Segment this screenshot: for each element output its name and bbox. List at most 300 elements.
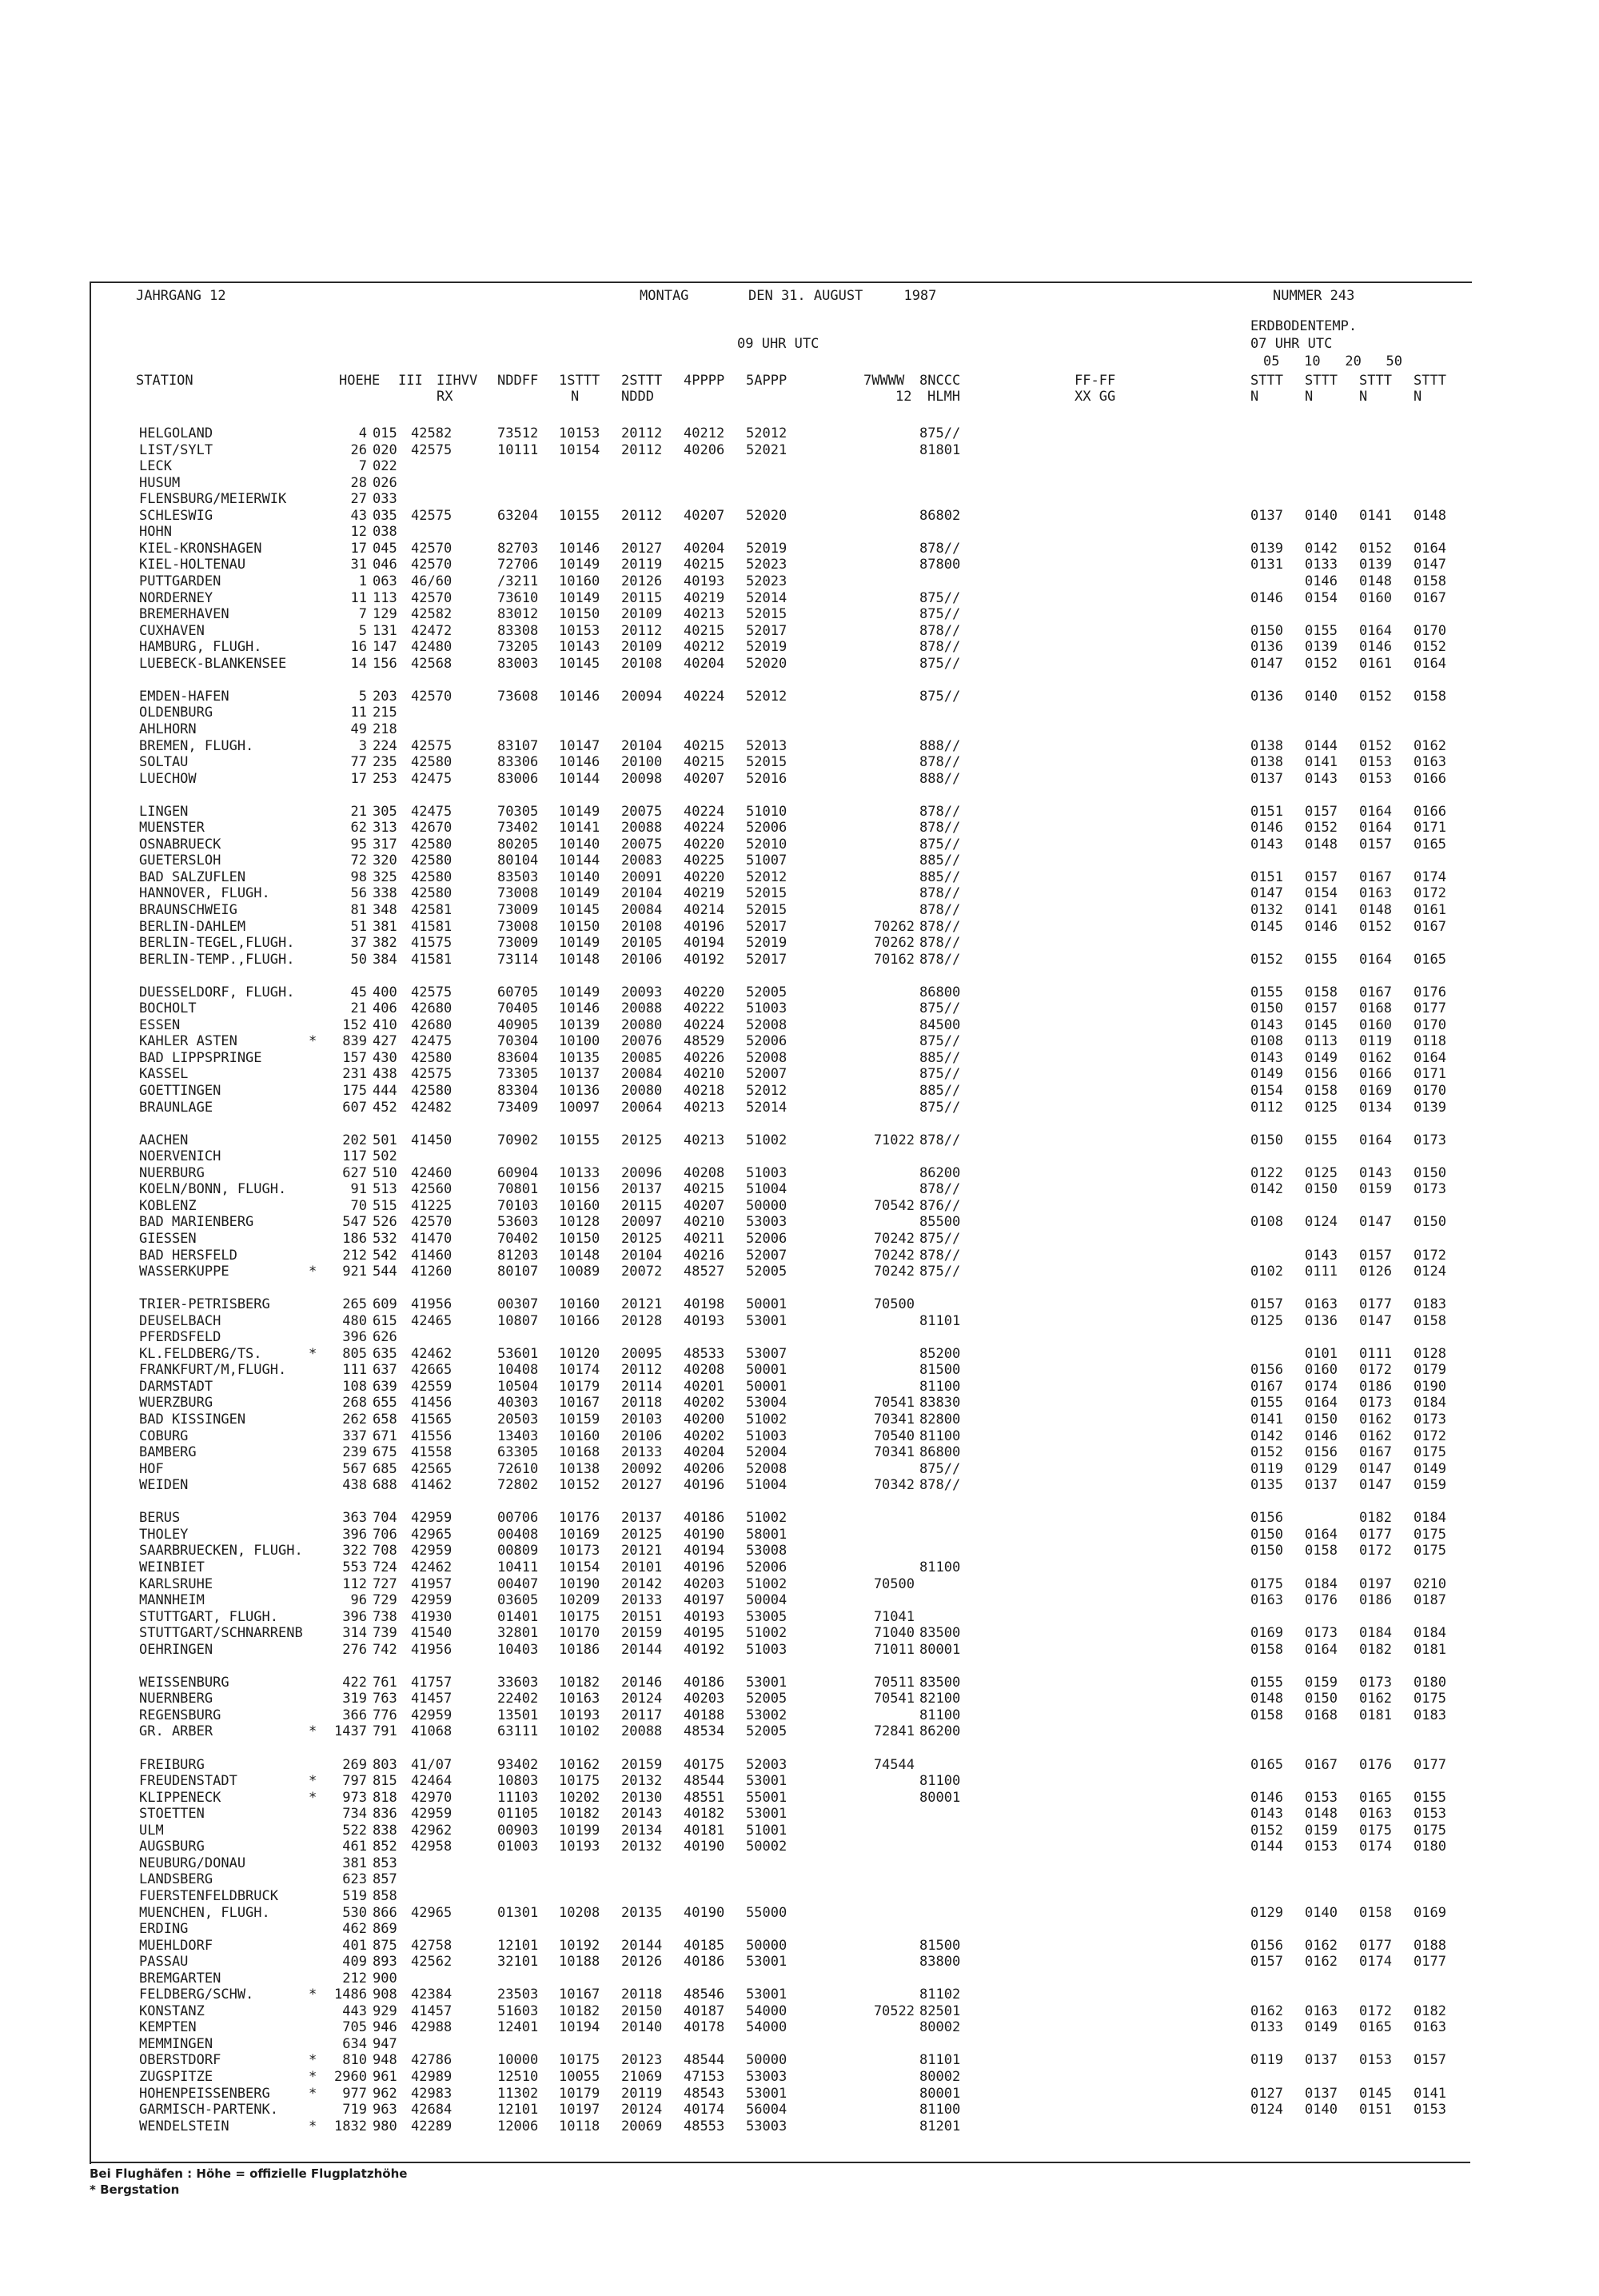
soil-temp: 0160 [1359,589,1392,606]
station-height: 719 [342,2102,367,2118]
station-number: 838 [373,1822,397,1839]
obs-group: 81102 [919,1987,961,2003]
station-number: 866 [373,1904,397,1921]
obs-group: 70541 [873,1691,915,1707]
station-height: 810 [342,2052,367,2069]
obs-group: 20125 [621,1230,663,1247]
obs-group: 875// [919,1000,961,1017]
table-row [91,1790,1472,1806]
obs-group: 83304 [497,1083,539,1099]
station-height: 14 [350,655,367,672]
soil-temp: 0140 [1305,2102,1338,2118]
soil-temp: 0174 [1359,1839,1392,1855]
station-name: TRIER-PETRISBERG [139,1296,270,1313]
mountain-station-marker: * [309,1723,317,1740]
station-height: 81 [350,901,367,918]
obs-group: 53001 [746,1773,788,1790]
table-row [91,952,1472,968]
table-row [91,1871,1472,1887]
obs-group: 42464 [411,1773,453,1790]
station-height: 108 [342,1378,367,1395]
obs-group: 10149 [559,589,600,606]
soil-temp: 0188 [1414,1937,1446,1954]
station-height: 70 [350,1197,367,1214]
station-height: 50 [350,951,367,968]
table-row [91,2052,1472,2068]
station-number: 325 [373,868,397,885]
station-name: STOETTEN [139,1806,205,1823]
station-name: BERLIN-DAHLEM [139,918,246,935]
station-number: 430 [373,1049,397,1066]
obs-group: 20132 [621,1773,663,1790]
table-row [91,837,1472,853]
obs-group: 40193 [684,1608,725,1625]
obs-group: 53001 [746,1312,788,1329]
soil-temp: 0167 [1414,589,1446,606]
soil-temp: 0174 [1359,1954,1392,1971]
obs-group: 42680 [411,1016,453,1033]
obs-group: 53008 [746,1543,788,1559]
obs-group: 71040 [873,1625,915,1642]
obs-group: 10100 [559,1033,600,1050]
soil-temp: 0153 [1359,770,1392,787]
soil-temp: 0167 [1359,984,1392,1000]
station-name: KOELN/BONN, FLUGH. [139,1181,287,1198]
footnote-mountain: * Bergstation [90,2182,180,2197]
obs-group: 83012 [497,606,539,623]
obs-group: 71022 [873,1132,915,1148]
obs-group: 52005 [746,1723,788,1740]
table-row [91,1083,1472,1099]
station-name: MEMMINGEN [139,2035,213,2052]
col-soil-20: STTT [1359,373,1392,389]
station-name: MUENCHEN, FLUGH. [139,1904,270,1921]
station-number: 015 [373,425,397,441]
obs-group: 20085 [621,1049,663,1066]
station-name: ESSEN [139,1016,181,1033]
station-number: 026 [373,474,397,491]
soil-temp: 0175 [1414,1691,1446,1707]
soil-temp: 0157 [1414,2052,1446,2069]
obs-group: 63305 [497,1444,539,1461]
obs-group: 20091 [621,868,663,885]
soil-temp: 0124 [1414,1264,1446,1280]
obs-group: 40226 [684,1049,725,1066]
obs-group: 52008 [746,1016,788,1033]
obs-group: 10403 [497,1641,539,1658]
table-row [91,1033,1472,1049]
obs-group: 10175 [559,1773,600,1790]
obs-group: 40202 [684,1395,725,1412]
obs-group: 40219 [684,885,725,902]
obs-group: 01003 [497,1839,539,1855]
station-height: 705 [342,2019,367,2036]
obs-group: 10155 [559,1132,600,1148]
obs-group: 41581 [411,951,453,968]
soil-temp: 0175 [1250,1575,1283,1592]
obs-group: 70103 [497,1197,539,1214]
soil-temp: 0177 [1359,1526,1392,1543]
station-name: KIEL-HOLTENAU [139,557,246,573]
soil-temp: 0171 [1414,820,1446,837]
col-iihvv: IIHVV [437,373,478,389]
station-number: 688 [373,1477,397,1494]
station-name: THOLEY [139,1526,189,1543]
obs-group: 40192 [684,1641,725,1658]
obs-group: 20118 [621,1987,663,2003]
obs-group: 42959 [411,1806,453,1823]
soil-temp: 0151 [1359,2102,1392,2118]
soil-temp: 0166 [1414,803,1446,820]
soil-temp: 0168 [1359,1000,1392,1017]
soil-temp: 0164 [1359,622,1392,639]
table-row [91,1707,1472,1723]
soil-temp: 0108 [1250,1214,1283,1231]
obs-group: 10089 [559,1264,600,1280]
table-row [91,491,1472,507]
obs-group: 51007 [746,853,788,869]
obs-group: 875// [919,606,961,623]
obs-group: 52017 [746,951,788,968]
station-name: OSNABRUECK [139,836,221,853]
data-sheet [90,282,1472,2164]
obs-group: 875// [919,1460,961,1477]
obs-group: 41565 [411,1412,453,1428]
station-name: STUTTGART, FLUGH. [139,1608,278,1625]
soil-temp: 0180 [1414,1674,1446,1691]
obs-group: 10139 [559,1016,600,1033]
obs-group: 10208 [559,1904,600,1921]
station-height: 27 [350,491,367,508]
soil-temp: 0165 [1250,1756,1283,1773]
obs-group: 40195 [684,1625,725,1642]
station-height: 396 [342,1526,367,1543]
soil-temp: 0172 [1414,885,1446,902]
table-row [91,1888,1472,1904]
obs-group: 10145 [559,901,600,918]
soil-temp: 0169 [1414,1904,1446,1921]
obs-group: 20127 [621,1477,663,1494]
soil-temp: 0155 [1250,1395,1283,1412]
table-row [91,1609,1472,1625]
obs-group: 53007 [746,1345,788,1362]
station-number: 510 [373,1164,397,1181]
col-7wwww-sub: 12 [895,389,912,405]
obs-group: 10186 [559,1641,600,1658]
obs-group: 20112 [621,1362,663,1379]
station-name: DEUSELBACH [139,1312,221,1329]
soil-temp: 0143 [1250,1016,1283,1033]
obs-group: 10145 [559,655,600,672]
soil-temp: 0184 [1359,1625,1392,1642]
obs-group: 40198 [684,1296,725,1313]
soil-temp: 0165 [1359,1789,1392,1806]
station-height: 12 [350,524,367,541]
soil-temp: 0179 [1414,1362,1446,1379]
table-row [91,1000,1472,1016]
station-name: OLDENBURG [139,705,213,721]
obs-group: 10146 [559,1000,600,1017]
station-number: 215 [373,705,397,721]
obs-group: 70242 [873,1230,915,1247]
table-row [91,1379,1472,1395]
soil-temp: 0158 [1250,1707,1283,1723]
soil-temp: 0137 [1305,2085,1338,2102]
obs-group: 51603 [497,2003,539,2019]
table-row [91,1428,1472,1444]
obs-group: 20121 [621,1543,663,1559]
soil-temp: 0131 [1250,557,1283,573]
obs-group: 875// [919,1066,961,1083]
obs-group: 10209 [559,1592,600,1608]
obs-group: 42568 [411,655,453,672]
station-name: PFERDSFELD [139,1329,221,1346]
station-number: 515 [373,1197,397,1214]
obs-group: 40220 [684,984,725,1000]
station-number: 858 [373,1887,397,1904]
obs-group: 32801 [497,1625,539,1642]
col-soil-05: STTT [1250,373,1283,389]
obs-group: 20150 [621,2003,663,2019]
obs-group: 63204 [497,507,539,524]
soil-temp: 0173 [1359,1395,1392,1412]
soil-temp: 0150 [1250,622,1283,639]
obs-group: 42580 [411,836,453,853]
obs-group: 47153 [684,2069,725,2085]
station-name: PUTTGARDEN [139,573,221,589]
obs-group: 40216 [684,1247,725,1264]
soil-temp: 0150 [1305,1412,1338,1428]
mountain-station-marker: * [309,2052,317,2069]
soil-temp: 0165 [1359,2019,1392,2036]
station-name: WEIDEN [139,1477,189,1494]
obs-group: 42570 [411,688,453,705]
soil-temp: 0118 [1414,1033,1446,1050]
soil-temp: 0133 [1305,557,1338,573]
obs-group: 40192 [684,951,725,968]
soil-temp: 0186 [1359,1378,1392,1395]
obs-group: 40196 [684,1559,725,1575]
obs-group: 83107 [497,737,539,754]
soil-temp: 0164 [1305,1641,1338,1658]
station-height: 157 [342,1049,367,1066]
obs-group: 40225 [684,853,725,869]
obs-group: 20105 [621,935,663,951]
table-row [91,1527,1472,1543]
soil-temp: 0158 [1305,1083,1338,1099]
table-row [91,1757,1472,1773]
obs-group: 875// [919,655,961,672]
obs-group: 10803 [497,1773,539,1790]
obs-group: 10133 [559,1164,600,1181]
obs-group: 51003 [746,1164,788,1181]
obs-group: 885// [919,853,961,869]
obs-group: 70541 [873,1395,915,1412]
obs-group: 55001 [746,1789,788,1806]
station-name: HOHN [139,524,172,541]
station-name: FREIBURG [139,1756,205,1773]
obs-group: 10055 [559,2069,600,2085]
obs-group: 20097 [621,1214,663,1231]
obs-group: 42462 [411,1345,453,1362]
soil-temp: 0158 [1414,573,1446,589]
obs-group: 10197 [559,2102,600,2118]
station-number: 706 [373,1526,397,1543]
obs-group: 42570 [411,540,453,557]
obs-group: 53004 [746,1395,788,1412]
col-ff-ff: FF-FF [1075,373,1116,389]
obs-group: 48543 [684,2085,725,2102]
soil-temp: 0156 [1305,1066,1338,1083]
obs-group: 01105 [497,1806,539,1823]
soil-temp: 0150 [1305,1181,1338,1198]
obs-group: 50000 [746,2052,788,2069]
station-number: 203 [373,688,397,705]
obs-group: 81201 [919,2118,961,2134]
obs-group: 20142 [621,1575,663,1592]
soil-temp: 0143 [1305,770,1338,787]
soil-temp: 0146 [1359,639,1392,656]
obs-group: 51002 [746,1510,788,1527]
obs-group: 10141 [559,820,600,837]
station-height: 51 [350,918,367,935]
station-name: BERUS [139,1510,181,1527]
table-row [91,1264,1472,1280]
obs-group: 40204 [684,1444,725,1461]
station-number: 708 [373,1543,397,1559]
station-name: BRAUNSCHWEIG [139,901,237,918]
obs-group: 10153 [559,425,600,441]
station-name: GARMISCH-PARTENK. [139,2102,278,2118]
station-number: 948 [373,2052,397,2069]
soil-temp: 0136 [1250,688,1283,705]
obs-group: 42384 [411,1987,453,2003]
station-name: LUEBECK-BLANKENSEE [139,655,287,672]
soil-temp: 0125 [1250,1312,1283,1329]
soil-temp: 0164 [1414,540,1446,557]
col-2sttt: 2STTT [621,373,663,389]
obs-group: 10111 [497,441,539,458]
obs-group: 10150 [559,1230,600,1247]
soil-temp: 0164 [1359,820,1392,837]
soil-temp: 0162 [1305,1954,1338,1971]
obs-group: 40196 [684,918,725,935]
mountain-station-marker: * [309,2069,317,2085]
table-row [91,1313,1472,1329]
soil-temp: 0163 [1414,2019,1446,2036]
col-ff-ff-sub: XX GG [1075,389,1116,405]
obs-group: 20125 [621,1132,663,1148]
obs-group: 10144 [559,770,600,787]
soil-temp: 0177 [1414,1000,1446,1017]
obs-group: 11302 [497,2085,539,2102]
obs-group: 20117 [621,1707,663,1723]
station-height: 37 [350,935,367,951]
obs-group: 20503 [497,1412,539,1428]
table-row [91,475,1472,491]
soil-temp: 0153 [1359,2052,1392,2069]
station-name: NUERBURG [139,1164,205,1181]
soil-temp: 0129 [1250,1904,1283,1921]
obs-group: 40222 [684,1000,725,1017]
soil-temp: 0142 [1305,540,1338,557]
obs-group: 81801 [919,441,961,458]
obs-group: 40220 [684,868,725,885]
obs-group: 42965 [411,1526,453,1543]
obs-group: 40215 [684,737,725,754]
obs-group: 40187 [684,2003,725,2019]
obs-group: 83006 [497,770,539,787]
obs-group: 40188 [684,1707,725,1723]
station-number: 929 [373,2003,397,2019]
station-number: 893 [373,1954,397,1971]
obs-group: 42565 [411,1460,453,1477]
obs-group: 20124 [621,2102,663,2118]
station-height: 62 [350,820,367,837]
soil-temp: 0174 [1305,1378,1338,1395]
obs-group: 70342 [873,1477,915,1494]
obs-group: 52012 [746,688,788,705]
col-1sttt-sub: N [571,389,580,405]
soil-temp: 0177 [1359,1296,1392,1313]
obs-group: 10162 [559,1756,600,1773]
station-name: STUTTGART/SCHNARRENB [139,1625,303,1642]
table-row [91,771,1472,787]
station-name: REGENSBURG [139,1707,221,1723]
obs-group: 10149 [559,557,600,573]
station-height: 805 [342,1345,367,1362]
obs-group: 40208 [684,1164,725,1181]
station-name: KARLSRUHE [139,1575,213,1592]
table-row [91,425,1472,441]
obs-group: 42580 [411,885,453,902]
obs-group: 52006 [746,1559,788,1575]
table-row [91,656,1472,672]
obs-group: 40206 [684,441,725,458]
obs-group: 53002 [746,1707,788,1723]
obs-group: 20100 [621,754,663,770]
obs-group: 10163 [559,1691,600,1707]
station-name: KL.FELDBERG/TS. [139,1345,262,1362]
obs-group: 51002 [746,1132,788,1148]
soil-temp: 0173 [1414,1412,1446,1428]
station-number: 675 [373,1444,397,1461]
obs-group: 20144 [621,1937,663,1954]
station-height: 1486 [334,1987,367,2003]
obs-group: 33603 [497,1674,539,1691]
obs-group: 40194 [684,1543,725,1559]
obs-group: 73009 [497,901,539,918]
obs-group: 50001 [746,1378,788,1395]
station-height: 96 [350,1592,367,1608]
obs-group: 20137 [621,1181,663,1198]
obs-group: 52019 [746,639,788,656]
table-row [91,524,1472,540]
obs-group: 20126 [621,573,663,589]
obs-group: 878// [919,901,961,918]
station-height: 5 [358,622,367,639]
obs-group: 70405 [497,1000,539,1017]
obs-group: 10193 [559,1839,600,1855]
obs-group: 20112 [621,622,663,639]
soil-temp: 0176 [1359,1756,1392,1773]
soil-temp: 0165 [1414,951,1446,968]
table-row [91,1198,1472,1214]
station-number: 320 [373,853,397,869]
obs-group: 10167 [559,1987,600,2003]
obs-group: 41470 [411,1230,453,1247]
obs-group: 10128 [559,1214,600,1231]
